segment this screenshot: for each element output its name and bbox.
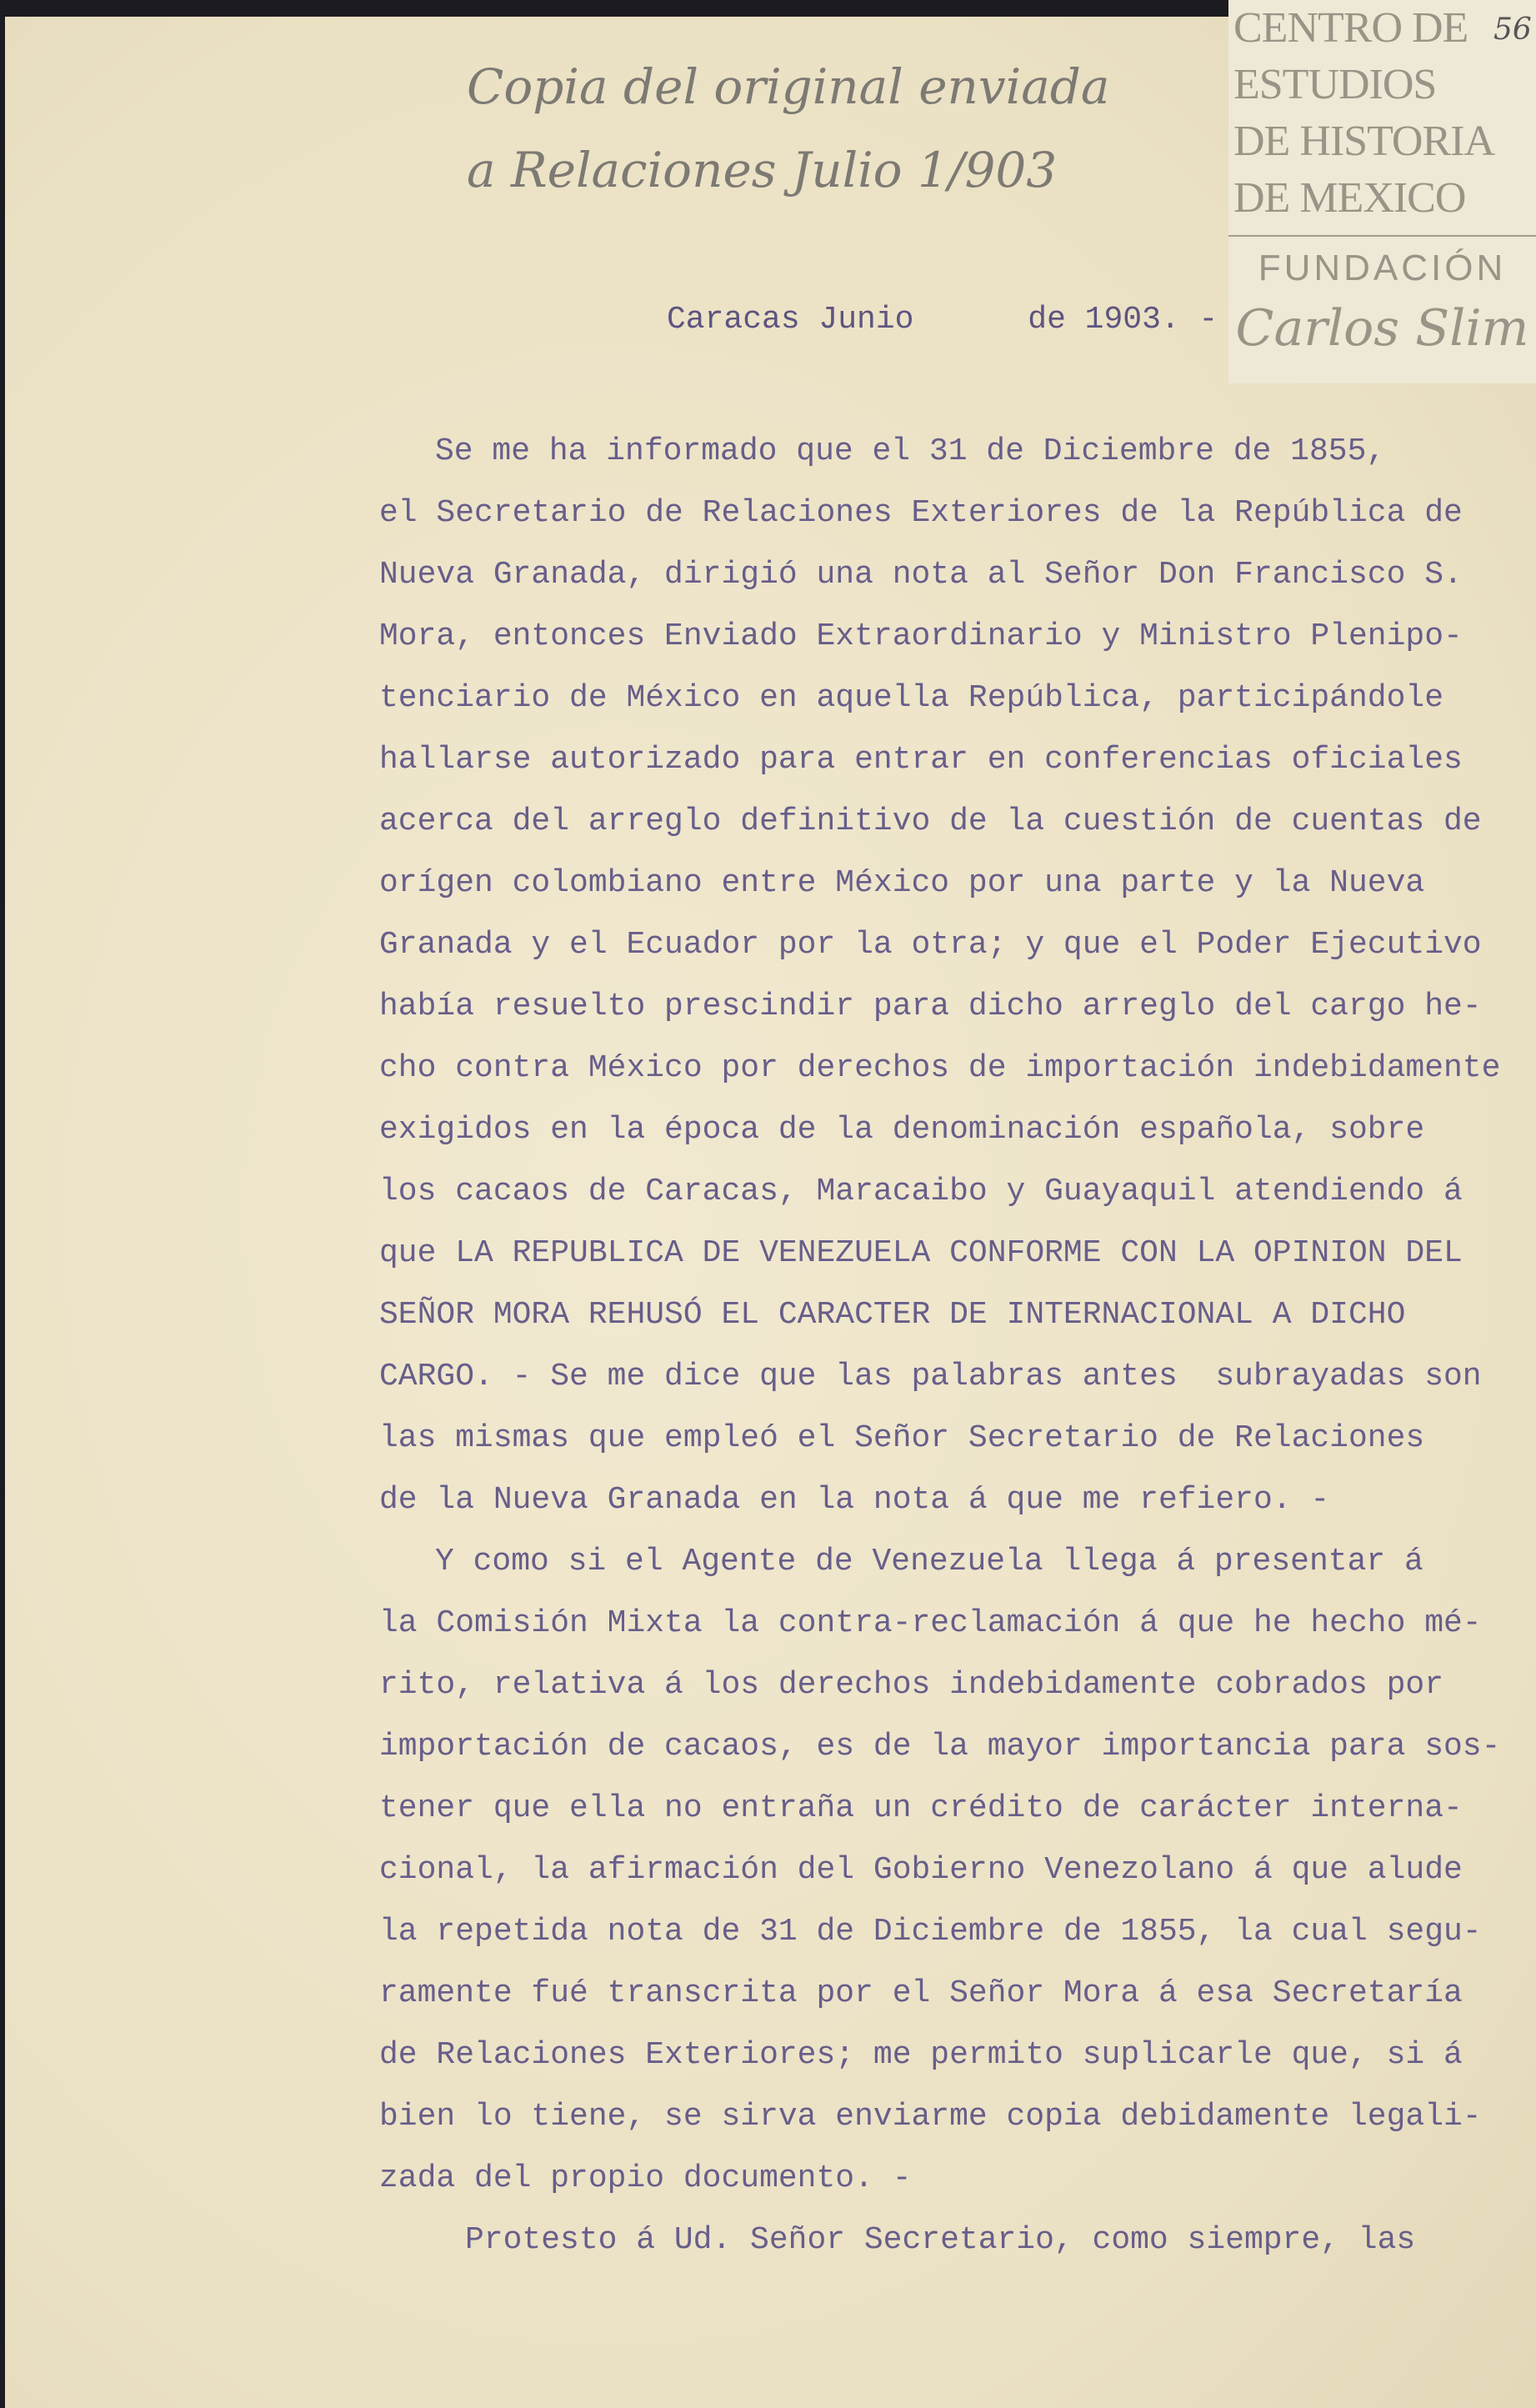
text-line: los cacaos de Caracas, Maracaibo y Guayaquil atendiendo á xyxy=(379,1174,1463,1209)
text-line: bien lo tiene, se sirva enviarme copia debidamente legali- xyxy=(379,2099,1482,2135)
text-line: el Secretario de Relaciones Exteriores de la República de xyxy=(379,495,1463,531)
watermark-divider xyxy=(1228,235,1536,237)
text-line: Protesto á Ud. Señor Secretario, como siempre, las xyxy=(465,2222,1416,2258)
text-line: acerca del arreglo definitivo de la cuestión de cuentas de xyxy=(379,804,1482,839)
text-line: Y como si el Agente de Venezuela llega á presentar á xyxy=(435,1544,1423,1579)
text-line: cional, la afirmación del Gobierno Venezolano á que alude xyxy=(379,1852,1463,1888)
text-line: Mora, entonces Enviado Extraordinario y Ministro Plenipo- xyxy=(379,618,1463,654)
text-line: la Comisión Mixta la contra-reclamación á que he hecho mé- xyxy=(379,1605,1482,1641)
text-line: tenciario de México en aquella República, participándole xyxy=(379,680,1444,716)
text-line: que LA REPUBLICA DE VENEZUELA CONFORME CON LA OPINION DEL xyxy=(379,1235,1463,1271)
text-line: exigidos en la época de la denominación española, sobre xyxy=(379,1112,1425,1148)
date-line: Caracas Junio de 1903. - xyxy=(667,302,1218,338)
text-line: orígen colombiano entre México por una parte y la Nueva xyxy=(379,865,1425,901)
text-line: de la Nueva Granada en la nota á que me refiero. - xyxy=(379,1482,1330,1518)
handwritten-note-line: a Relaciones Julio 1/903 xyxy=(467,142,1058,198)
text-line: Granada y el Ecuador por la otra; y que el Poder Ejecutivo xyxy=(379,927,1482,963)
text-line: tener que ella no entraña un crédito de carácter interna- xyxy=(379,1790,1463,1826)
text-line: Se me ha informado que el 31 de Diciembre de 1855, xyxy=(435,433,1386,469)
text-line: ramente fué transcrita por el Señor Mora á esa Secretaría xyxy=(379,1975,1463,2011)
archive-watermark xyxy=(1228,0,1536,383)
text-line: rito, relativa á los derechos indebidamente cobrados por xyxy=(379,1667,1444,1703)
watermark-signature: Carlos Slim xyxy=(1235,299,1529,358)
text-line: zada del propio documento. - xyxy=(379,2160,912,2196)
text-line: Nueva Granada, dirigió una nota al Señor Don Francisco S. xyxy=(379,557,1463,593)
text-line: de Relaciones Exteriores; me permito suplicarle que, si á xyxy=(379,2037,1463,2073)
watermark-line: ESTUDIOS xyxy=(1233,61,1437,108)
text-line: cho contra México por derechos de importación indebidamente xyxy=(379,1050,1501,1086)
text-line: las mismas que empleó el Señor Secretario de Relaciones xyxy=(379,1420,1425,1456)
text-line: hallarse autorizado para entrar en conferencias oficiales xyxy=(379,742,1463,778)
text-line: SEÑOR MORA REHUSÓ EL CARACTER DE INTERNACIONAL A DICHO xyxy=(379,1297,1406,1333)
watermark-line: DE MEXICO xyxy=(1233,174,1466,222)
letter-body xyxy=(379,421,1500,2271)
text-line: la repetida nota de 31 de Diciembre de 1855, la cual segu- xyxy=(379,1914,1482,1950)
watermark-foundation: FUNDACIÓN xyxy=(1258,248,1507,288)
text-line: había resuelto prescindir para dicho arreglo del cargo he- xyxy=(379,989,1482,1024)
page-number: 56 xyxy=(1493,13,1532,47)
text-line: CARGO. - Se me dice que las palabras antes subrayadas son xyxy=(379,1359,1482,1394)
handwritten-note-line: Copia del original enviada xyxy=(467,58,1110,115)
watermark-line: CENTRO DE xyxy=(1233,4,1468,52)
text-line: importación de cacaos, es de la mayor importancia para sos- xyxy=(379,1729,1501,1765)
watermark-line: DE HISTORIA xyxy=(1233,118,1495,165)
